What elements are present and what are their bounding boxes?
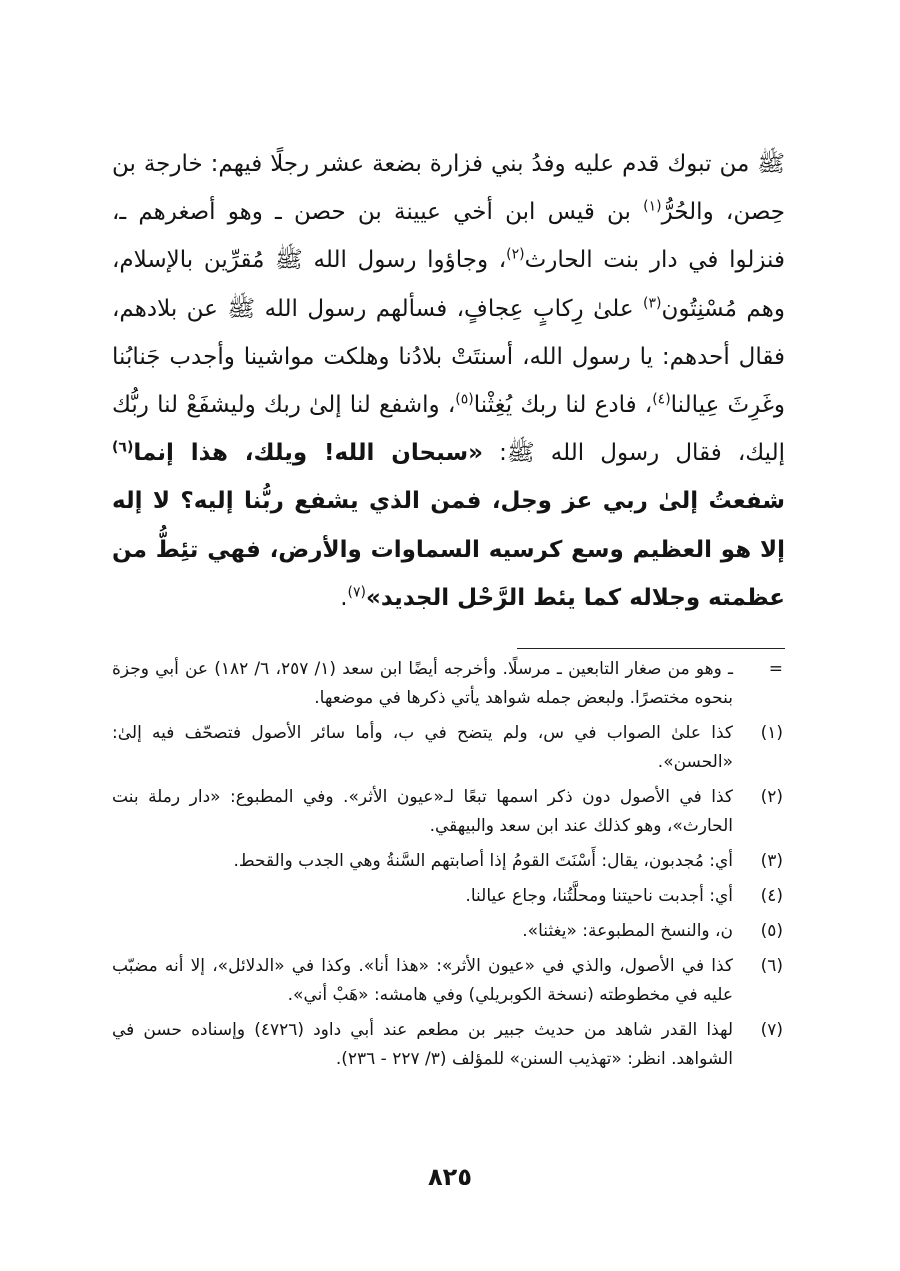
text-run: ، وجاؤوا رسول الله ﷺ مُقرِّين بالإسلام، وهم مُسْنِتُون [112,247,785,322]
footnote-ref-3: (٣) [643,294,662,311]
footnote-text: ـ وهو من صغار التابعين ـ مرسلًا. وأخرجه أيضًا ابن سعد (١/ ٢٥٧، ٦/ ١٨٢) عن أبي وجزة بنحوه مختصرًا. ولبعض جمله شواهد يأتي ذكرها في موضعها. [112,659,733,708]
footnote-text: لهذا القدر شاهد من حديث جبير بن مطعم عند أبي داود (٤٧٢٦) وإسناده حسن في الشواهد. انظر: «تهذيب السنن» للمؤلف (٣/ ٢٢٧ - ٢٣٦). [112,1020,734,1069]
text-run: ، واشفع لنا إلىٰ ربك وليشفَعْ لنا ربُّك إليك، فقال رسول الله ﷺ: [112,392,785,467]
footnote [112,882,783,911]
text-run: بن قيس ابن أخي عيينة بن حصن ـ وهو أصغرهم ـ، فنزلوا في دار بنت الحارث [112,199,785,274]
footnote [112,917,783,946]
footnote-number: (٦) [760,956,783,976]
footnote-ref-7: (٧) [347,584,366,601]
footnote-number: (٧) [760,1020,783,1040]
text-run: علىٰ رِكابٍ عِجافٍ، فسألهم رسول الله ﷺ عن بلادهم، فقال أحدهم: يا رسول الله، أسنتَتْ بلادُنا وهلكت مواشينا وأجدب جَنابُنا وغَرِثَ عِيالنا [112,295,785,419]
footnote [112,847,783,876]
footnote [112,783,783,841]
main-paragraph [112,140,785,622]
footnote [112,952,783,1010]
text-run: . [340,584,348,611]
footnote-ref-6: (٦) [112,439,134,456]
footnote-number: (٢) [760,787,783,807]
footnote-text: ن، والنسخ المطبوعة: «يغثنا». [522,921,733,941]
footnote-number: (٣) [760,851,783,871]
text-run: ، فادع لنا ربك يُغِثْنا [473,392,653,419]
main-text [112,140,785,622]
page-number: ٨٢٥ [428,1163,472,1191]
footnote-text: كذا في الأصول دون ذكر اسمها تبعًا لـ«عيون الأثر». وفي المطبوع: «دار رملة بنت الحارث»، وهو كذلك عند ابن سعد والبيهقي. [112,787,733,836]
hadith-quote: شفعتُ إلىٰ ربي عز وجل، فمن الذي يشفع ربُّنا إليه؟ لا إله إلا هو العظيم وسع كرسيه السماوات والأرض، فهي تئِطُّ من عظمته وجلاله كما يئط الرَّحْل الجديد» [112,488,785,611]
footnote-ref-2: (٢) [506,246,525,263]
footnote-ref-5: (٥) [455,391,474,408]
footnote-text: أي: مُجدبون، يقال: أَسْنَتَ القومُ إذا أصابتهم السَّنةُ وهي الجدب والقحط. [233,851,733,871]
footnote-text: كذا علىٰ الصواب في س، ولم يتضح في ب، وأما سائر الأصول فتصحّف فيه إلىٰ: «الحسن». [112,723,733,772]
footnote-number: = [768,659,783,679]
footnote [112,1016,783,1074]
footnote-divider [517,648,785,649]
footnote-text: أي: أجدبت ناحيتنا ومحلَّتُنا، وجاع عيالنا. [465,886,733,906]
footnote-number: (٥) [760,921,783,941]
text-run: ﷺ من تبوك قدم عليه وفدُ بني فزارة بضعة عشر رجلًا فيهم: خارجة بن حِصن، والحُرُّ [112,151,785,226]
footnote-ref-1: (١) [643,198,662,215]
footnote-number: (٤) [760,886,783,906]
footnotes [112,655,783,1080]
footnote-number: (١) [760,723,783,743]
hadith-quote: «سبحان الله! ويلك، هذا إنما [133,440,483,467]
footnote-text: كذا في الأصول، والذي في «عيون الأثر»: «هذا أنا». وكذا في «الدلائل»، إلا أنه مضبّب عليه في مخطوطته (نسخة الكوبريلي) وفي هامشه: «هَبْ أني». [112,956,733,1005]
footnote [112,655,783,713]
footnote-ref-4: (٤) [652,391,671,408]
footnote [112,719,783,777]
